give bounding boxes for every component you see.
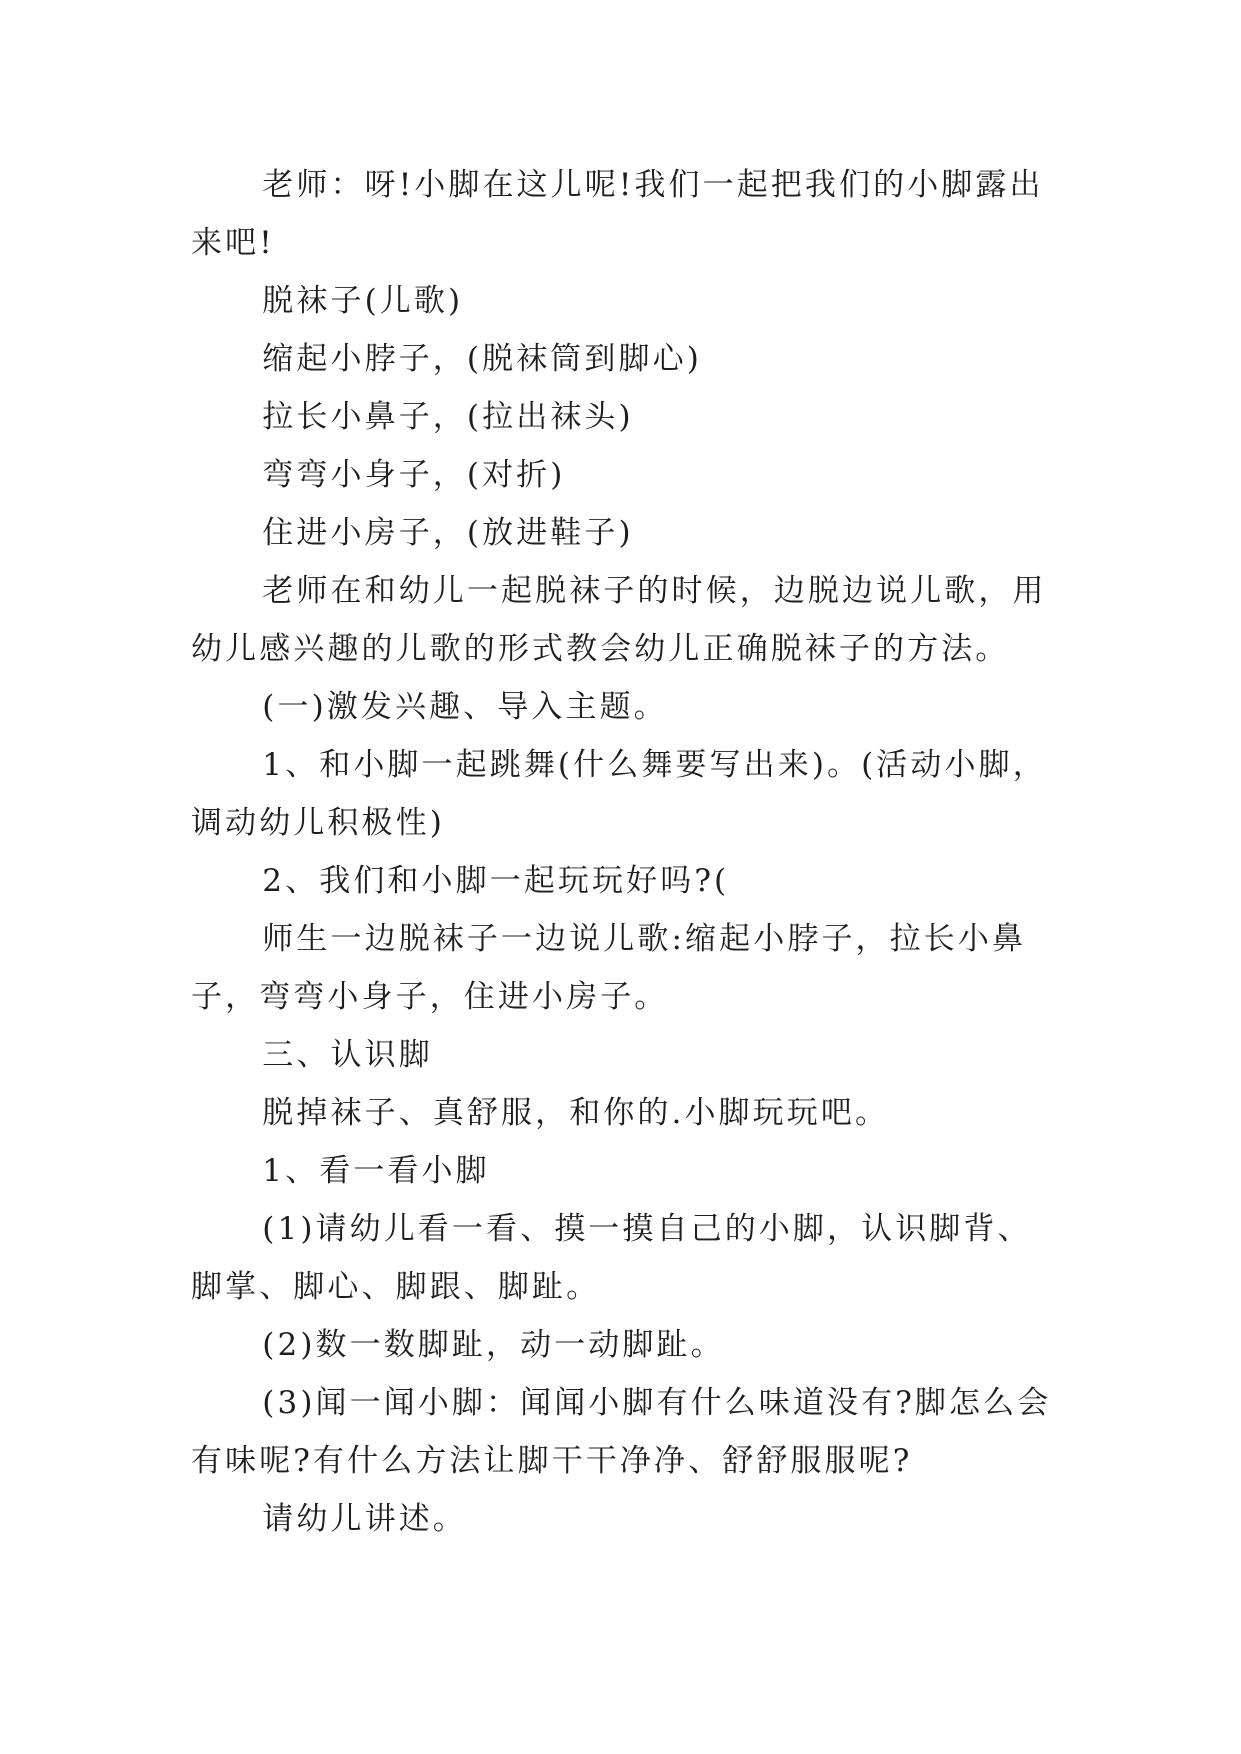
paragraph: 住进小房子，(放进鞋子) — [262, 515, 634, 551]
document-body — [191, 156, 1053, 1548]
paragraph: 脱掉袜子、真舒服，和你的.小脚玩玩吧。 — [262, 1095, 890, 1131]
paragraph: (一)激发兴趣、导入主题。 — [262, 689, 668, 725]
paragraph: 三、认识脚 — [262, 1037, 433, 1073]
paragraph: 师生一边脱袜子一边说儿歌:缩起小脖子，拉长小鼻子，弯弯小身子，住进小房子。 — [191, 921, 1027, 1015]
paragraph: 2、我们和小脚一起玩玩好吗?( — [262, 863, 730, 899]
paragraph: 老师：呀!小脚在这儿呢!我们一起把我们的小脚露出来吧! — [191, 167, 1044, 261]
paragraph: 缩起小脖子，(脱袜筒到脚心) — [262, 341, 702, 377]
paragraph: 1、看一看小脚 — [262, 1153, 490, 1189]
paragraph: (1)请幼儿看一看、摸一摸自己的小脚，认识脚背、脚掌、脚心、脚跟、脚趾。 — [191, 1211, 1032, 1305]
paragraph: 弯弯小身子，(对折) — [262, 457, 566, 493]
paragraph: 请幼儿讲述。 — [262, 1501, 467, 1537]
paragraph: (2)数一数脚趾，动一动脚趾。 — [262, 1327, 725, 1363]
paragraph: 老师在和幼儿一起脱袜子的时候，边脱边说儿歌，用幼儿感兴趣的儿歌的形式教会幼儿正确脱袜子的方法。 — [191, 573, 1047, 667]
paragraph: 1、和小脚一起跳舞(什么舞要写出来)。(活动小脚，调动幼儿积极性) — [191, 747, 1047, 841]
paragraph: 脱袜子(儿歌) — [262, 283, 464, 319]
paragraph: (3)闻一闻小脚：闻闻小脚有什么味道没有?脚怎么会有味呢?有什么方法让脚干干净净、舒舒服服呢? — [191, 1385, 1052, 1479]
paragraph: 拉长小鼻子，(拉出袜头) — [262, 399, 634, 435]
